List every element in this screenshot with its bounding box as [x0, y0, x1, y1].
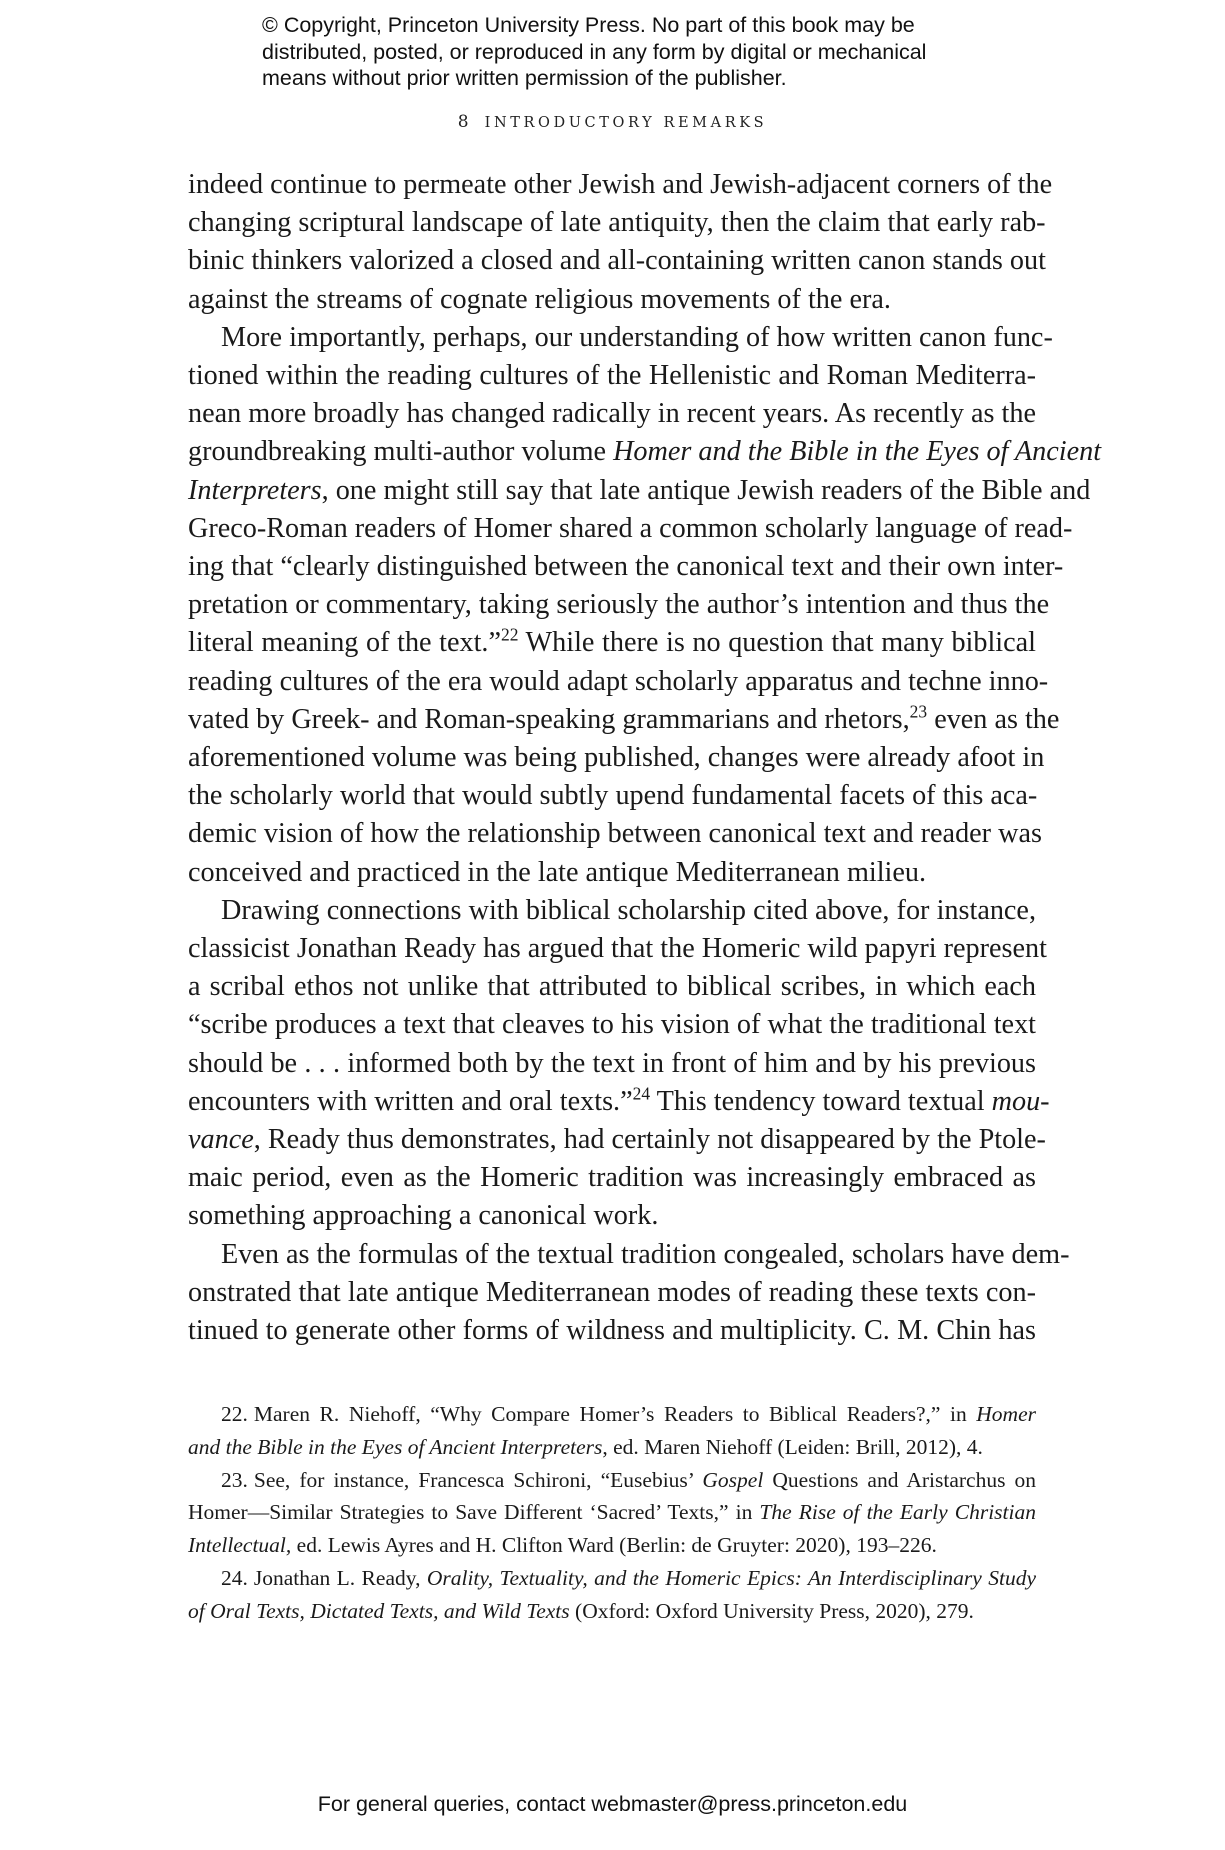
book-title: Interpreters: [188, 474, 322, 506]
text-line: onstrated that late antique Mediterranean modes of reading these texts con-: [188, 1276, 1036, 1308]
text-line: changing scriptural landscape of late antiquity, then the claim that early rab-: [188, 207, 1046, 239]
text-run: Jonathan L. Ready,: [253, 1565, 427, 1590]
footnotes: [188, 1398, 1036, 1628]
paragraph: [188, 166, 1053, 319]
text-line: Drawing connections with biblical scholarship cited above, for instance,: [221, 894, 1036, 926]
book-title: and the Bible in the Eyes of Ancient Interpreters: [188, 1434, 603, 1459]
text-line: [188, 1529, 1036, 1562]
text-line: [188, 1595, 1036, 1628]
text-run: literal meaning of the text.”: [188, 627, 501, 659]
text-line: [188, 433, 1102, 471]
text-line: the scholarly world that would subtly upend fundamental facets of this aca-: [188, 780, 1038, 812]
text-run: Homer—Similar Strategies to Save Different ‘Sacred’ Texts,” in: [188, 1500, 760, 1525]
text-line: indeed continue to permeate other Jewish and Jewish-adjacent corners of the: [188, 169, 1053, 200]
footnote-ref[interactable]: 24: [632, 1083, 651, 1104]
book-title: Intellectual,: [188, 1533, 292, 1558]
text-line: pretation or commentary, taking seriously the author’s intention and thus the: [188, 589, 1050, 621]
book-title: Orality, Textuality, and the Homeric Epics: An Interdisciplinary Study: [426, 1565, 1036, 1590]
text-run: encounters with written and oral texts.”: [188, 1085, 633, 1117]
book-title: of Oral Texts, Dictated Texts, and Wild Texts: [188, 1598, 570, 1623]
text-line: reading cultures of the era would adapt scholarly apparatus and techne inno-: [188, 665, 1049, 697]
text-line: More importantly, perhaps, our understanding of how written canon func-: [221, 321, 1053, 353]
text-run: Maren R. Niehoff, “Why Compare Homer’s Readers to Biblical Readers?,” in: [253, 1402, 977, 1426]
text-line: [188, 472, 1091, 510]
text-line: aforementioned volume was being published, changes were already afoot in: [188, 742, 1045, 774]
copyright-line: means without prior written permission of the publisher.: [262, 66, 787, 90]
text-line: [188, 1398, 1036, 1431]
text-line: maic period, even as the Homeric tradition was increasingly embraced as: [188, 1162, 1036, 1194]
text-run: ed. Lewis Ayres and H. Clifton Ward (Berlin: de Gruyter: 2020), 193–226.: [291, 1533, 937, 1558]
text-line: [188, 1431, 1036, 1464]
text-line: nean more broadly has changed radically in recent years. As recently as the: [188, 398, 1036, 430]
paragraph: [188, 1236, 1070, 1351]
running-head-title: INTRODUCTORY REMARKS: [484, 115, 768, 131]
text-line: ing that “clearly distinguished between the canonical text and their own inter-: [188, 551, 1064, 583]
text-line: a scribal ethos not unlike that attributed to biblical scribes, in which each: [188, 971, 1036, 1003]
footnote-ref[interactable]: 22: [500, 625, 519, 646]
text-line: something approaching a canonical work.: [188, 1200, 659, 1232]
paragraph: [188, 892, 1050, 1236]
text-line: [188, 1496, 1036, 1529]
body-text: [188, 166, 1102, 1350]
text-line: [188, 1464, 1036, 1497]
text-line: binic thinkers valorized a closed and all-containing written canon stands out: [188, 245, 1046, 277]
text-line: “scribe produces a text that cleaves to his vision of what the traditional text: [188, 1009, 1036, 1041]
text-line: classicist Jonathan Ready has argued that the Homeric wild papyri represent: [188, 933, 1047, 965]
copyright-line: © Copyright, Princeton University Press. No part of this book may be: [262, 13, 915, 37]
book-title: Gospel: [702, 1467, 764, 1492]
text-run: groundbreaking multi-author volume: [188, 436, 614, 468]
text-run: This tendency toward textual: [650, 1085, 992, 1117]
text-line: [188, 1083, 1050, 1121]
text-line: Greco-Roman readers of Homer shared a common scholarly language of read-: [188, 512, 1073, 544]
text-run: , one might still say that late antique Jewish readers of the Bible and: [321, 474, 1091, 506]
book-title: Homer and the Bible in the Eyes of Ancient: [613, 436, 1102, 468]
text-line: [188, 624, 1036, 662]
copyright-line: distributed, posted, or reproduced in any form by digital or mechanical: [262, 39, 927, 64]
page-number: 8: [457, 112, 469, 132]
text-run: , ed. Maren Niehoff (Leiden: Brill, 2012), 4.: [602, 1434, 983, 1459]
footnote-ref[interactable]: 23: [909, 701, 928, 722]
running-head: [0, 112, 1225, 132]
text-run: , Ready thus demonstrates, had certainly not disappeared by the Ptole-: [253, 1124, 1046, 1156]
text-run: See, for instance, Francesca Schironi, “Eusebius’: [253, 1467, 703, 1492]
text-line: tioned within the reading cultures of the Hellenistic and Roman Mediterra-: [188, 360, 1036, 392]
text-line: conceived and practiced in the late antique Mediterranean milieu.: [188, 856, 927, 888]
text-line: Even as the formulas of the textual tradition congealed, scholars have dem-: [221, 1238, 1070, 1270]
text-run: While there is no question that many biblical: [518, 627, 1036, 659]
text-line: should be . . . informed both by the text in front of him and by his previous: [188, 1047, 1036, 1079]
text-run: (Oxford: Oxford University Press, 2020), 279.: [569, 1598, 974, 1623]
footnote-24: [188, 1562, 1036, 1628]
copyright-notice: [262, 12, 982, 92]
footnote-22: [188, 1398, 1036, 1464]
emphasis: vance: [188, 1124, 254, 1156]
book-title: The Rise of the Early Christian: [759, 1500, 1036, 1525]
text-line: against the streams of cognate religious movements of the era.: [188, 283, 891, 315]
emphasis: mou-: [991, 1085, 1050, 1117]
footnote-number: 22.: [221, 1402, 248, 1426]
footnote-number: 23.: [221, 1467, 248, 1492]
footnote-number: 24.: [221, 1565, 248, 1590]
paragraph: [188, 319, 1102, 892]
text-line: tinued to generate other forms of wildness and multiplicity. C. M. Chin has: [188, 1315, 1036, 1347]
text-run: Questions and Aristarchus on: [763, 1467, 1036, 1492]
book-title: Homer: [976, 1402, 1036, 1426]
footer-contact: For general queries, contact webmaster@press.princeton.edu: [317, 1792, 908, 1816]
text-run: vated by Greek- and Roman-speaking grammarians and rhetors,: [188, 703, 910, 735]
text-line: demic vision of how the relationship between canonical text and reader was: [188, 818, 1042, 850]
text-run: even as the: [927, 703, 1060, 735]
text-line: [188, 1121, 1046, 1159]
text-line: [188, 1562, 1036, 1595]
footnote-23: [188, 1464, 1036, 1562]
text-line: [188, 701, 1060, 739]
